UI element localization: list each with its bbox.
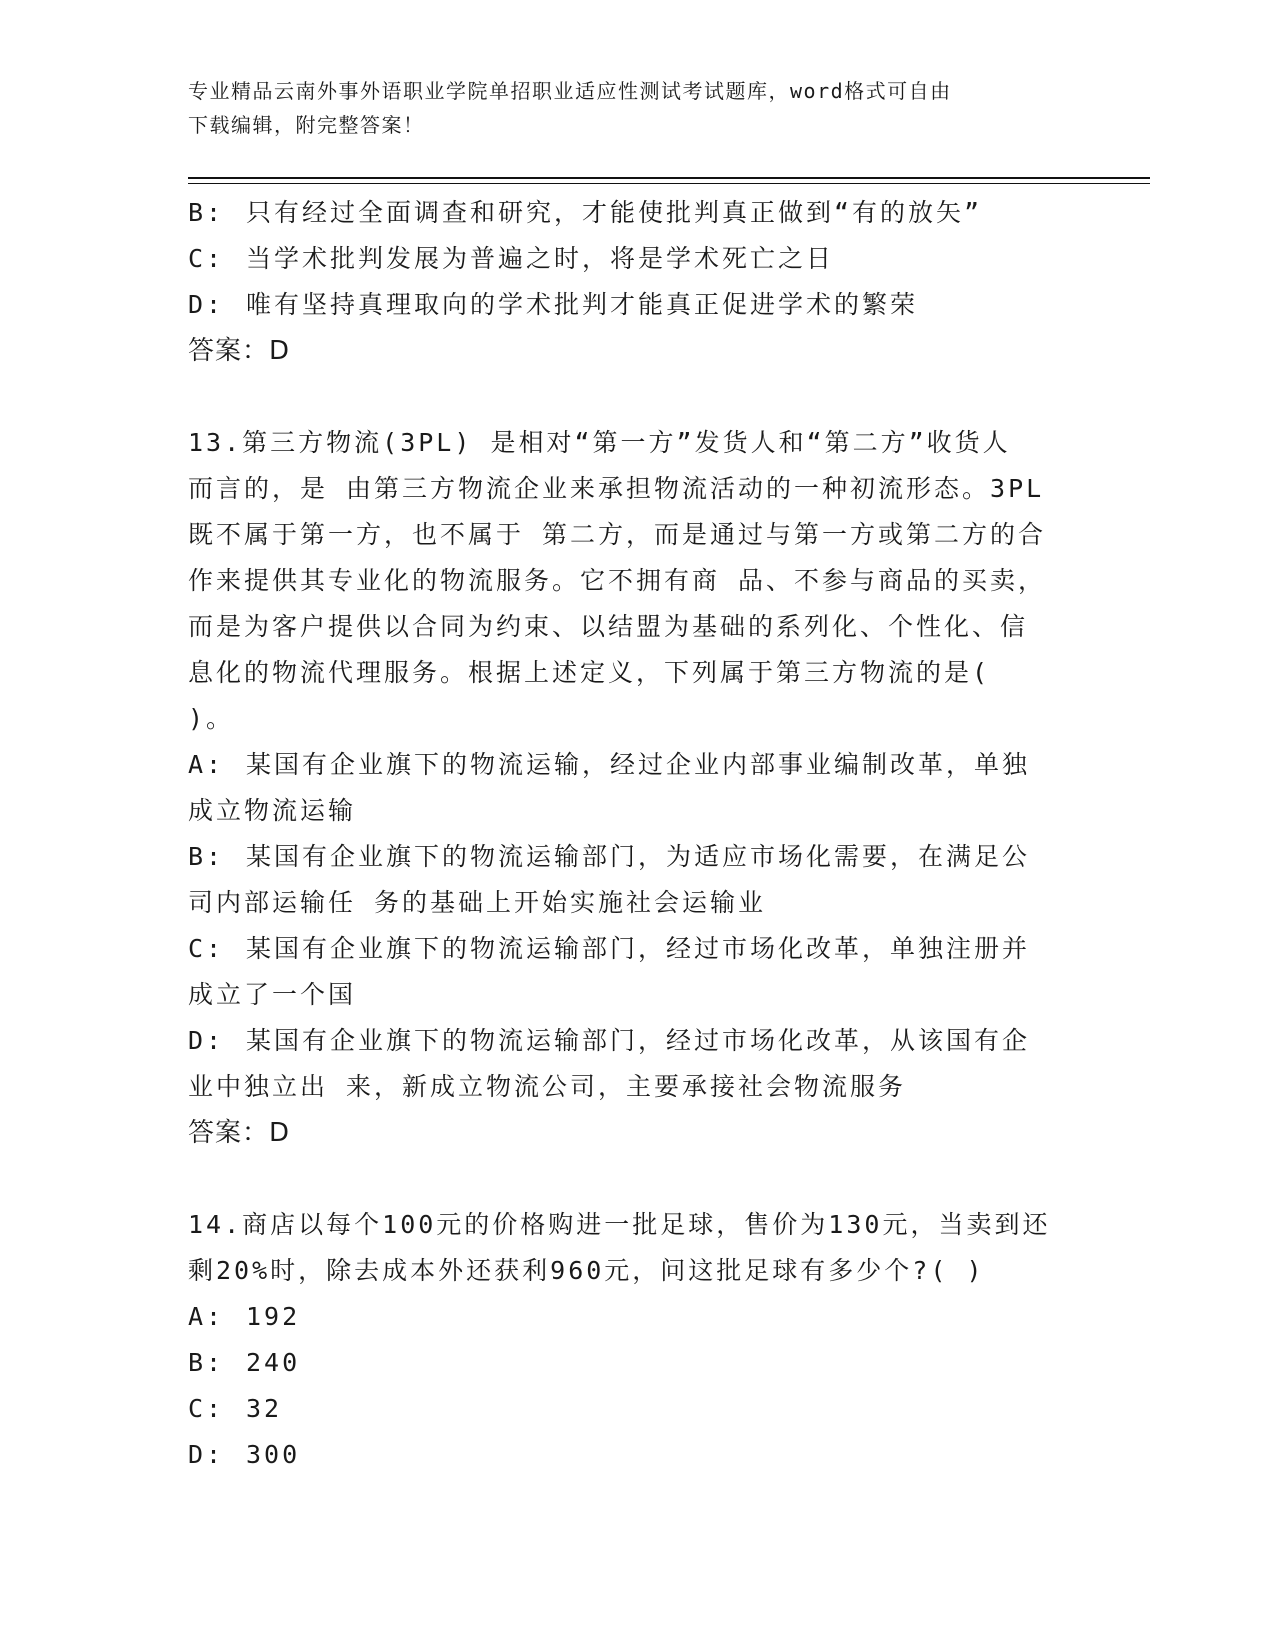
option-text: 某国有企业旗下的物流运输部门，为适应市场化需要，在满足公 bbox=[246, 842, 1031, 871]
option-text: 192 bbox=[246, 1302, 301, 1331]
option-key: D: bbox=[188, 1026, 225, 1055]
option-key: B: bbox=[188, 842, 225, 871]
option-key: C: bbox=[188, 934, 225, 963]
header-line-2: 下载编辑，附完整答案！ bbox=[188, 113, 425, 137]
document-header bbox=[188, 74, 1068, 142]
question-14 bbox=[188, 1202, 1088, 1478]
option-key: C: bbox=[188, 244, 225, 273]
option-text: 当学术批判发展为普遍之时，将是学术死亡之日 bbox=[246, 244, 835, 273]
question-stem-line: 13.第三方物流(3PL) 是相对“第一方”发货人和“第二方”收货人 bbox=[188, 428, 1011, 457]
answer-line: 答案：D bbox=[188, 336, 291, 366]
question-stem-line: 息化的物流代理服务。根据上述定义，下列属于第三方物流的是( bbox=[188, 658, 991, 687]
option-d bbox=[188, 282, 1088, 328]
option-text: 32 bbox=[246, 1394, 283, 1423]
option-b bbox=[188, 190, 1088, 236]
option-key: B: bbox=[188, 198, 225, 227]
header-line-1: 专业精品云南外事外语职业学院单招职业适应性测试考试题库，word格式可自由 bbox=[188, 79, 952, 103]
option-key: A: bbox=[188, 750, 225, 779]
option-key: B: bbox=[188, 1348, 225, 1377]
option-key: A: bbox=[188, 1302, 225, 1331]
option-c bbox=[188, 236, 1088, 282]
option-d bbox=[188, 1432, 1088, 1478]
option-text: 240 bbox=[246, 1348, 301, 1377]
question-stem-line: 作来提供其专业化的物流服务。它不拥有商 品、不参与商品的买卖， bbox=[188, 566, 1047, 595]
option-a bbox=[188, 1294, 1088, 1340]
question-content bbox=[188, 190, 1088, 1478]
header-rule-thick bbox=[188, 177, 1150, 179]
question-stem-line: 而言的，是 由第三方物流企业来承担物流活动的一种初流形态。3PL bbox=[188, 474, 1045, 503]
option-d bbox=[188, 1018, 1088, 1110]
option-key: D: bbox=[188, 1440, 225, 1469]
option-c bbox=[188, 1386, 1088, 1432]
question-stem-line: 既不属于第一方，也不属于 第二方，而是通过与第一方或第二方的合 bbox=[188, 520, 1047, 549]
option-key: D: bbox=[188, 290, 225, 319]
option-text-continued: 成立物流运输 bbox=[188, 796, 357, 825]
option-text: 某国有企业旗下的物流运输，经过企业内部事业编制改革，单独 bbox=[246, 750, 1031, 779]
option-key: C: bbox=[188, 1394, 225, 1423]
option-text-continued: 成立了一个国 bbox=[188, 980, 357, 1009]
question-stem-line: 剩20%时，除去成本外还获利960元，问这批足球有多少个?( ) bbox=[188, 1256, 985, 1285]
option-text: 某国有企业旗下的物流运输部门，经过市场化改革，从该国有企 bbox=[246, 1026, 1031, 1055]
question-stem-line: 14.商店以每个100元的价格购进一批足球，售价为130元，当卖到还 bbox=[188, 1210, 1051, 1239]
option-b bbox=[188, 834, 1088, 926]
option-text-continued: 业中独立出 来，新成立物流公司，主要承接社会物流服务 bbox=[188, 1072, 907, 1101]
option-text-continued: 司内部运输任 务的基础上开始实施社会运输业 bbox=[188, 888, 767, 917]
option-text: 300 bbox=[246, 1440, 301, 1469]
answer-line: 答案：D bbox=[188, 1118, 291, 1148]
question-13 bbox=[188, 420, 1088, 1156]
question-stem-line: 而是为客户提供以合同为约束、以结盟为基础的系列化、个性化、信 bbox=[188, 612, 1029, 641]
option-b bbox=[188, 1340, 1088, 1386]
option-text: 唯有坚持真理取向的学术批判才能真正促进学术的繁荣 bbox=[246, 290, 919, 319]
question-12 bbox=[188, 190, 1088, 374]
header-rule-thin bbox=[188, 183, 1150, 184]
question-stem-line: )。 bbox=[188, 704, 235, 733]
option-c bbox=[188, 926, 1088, 1018]
option-text: 只有经过全面调查和研究，才能使批判真正做到“有的放矢” bbox=[246, 198, 983, 227]
option-text: 某国有企业旗下的物流运输部门，经过市场化改革，单独注册并 bbox=[246, 934, 1031, 963]
option-a bbox=[188, 742, 1088, 834]
